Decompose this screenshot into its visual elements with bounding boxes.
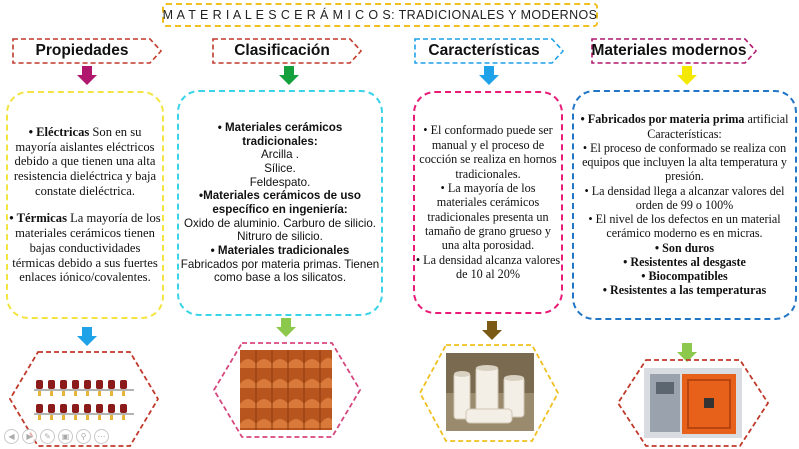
header-materiales-modernos [591, 38, 757, 64]
industrial-furnace-image [644, 368, 742, 438]
text-line: • Resistentes al desgaste [623, 254, 746, 269]
text-line: Nitruro de silicio. [237, 230, 323, 244]
edit-icon[interactable]: ▣ [58, 429, 73, 444]
header-label: Clasificación [234, 42, 330, 59]
box-clasificacion [177, 90, 383, 316]
text-line: • Resistentes a las temperaturas [602, 283, 767, 298]
text-line: • Materiales tradicionales [210, 244, 350, 258]
more-icon[interactable]: ⋯ [94, 429, 109, 444]
header-label: Materiales modernos [591, 42, 747, 59]
zoom-icon[interactable]: ⚲ [76, 429, 91, 444]
box-materiales-modernos [572, 90, 797, 320]
text-line: Sílice. [264, 161, 296, 175]
text-line: Oxido de aluminio. Carburo de silicio. [183, 216, 377, 230]
clay-roof-tiles-image [240, 350, 332, 430]
text-line: Feldespato. [249, 175, 311, 189]
header-clasificacion [212, 38, 362, 64]
page-title: M A T E R I A L E S C E R Á M I C O S: TRADICIONALES Y MODERNOS [162, 3, 598, 27]
slide-nav [4, 429, 109, 444]
forward-icon[interactable]: ▶ [22, 429, 37, 444]
ceramic-capacitors-image [30, 370, 138, 428]
pen-icon[interactable]: ✎ [40, 429, 55, 444]
arrow-down-icon [482, 321, 502, 341]
text-line: Arcilla . [260, 148, 299, 162]
box-propiedades [6, 91, 164, 319]
arrow-down-icon [276, 318, 296, 338]
text-line: • Fabricados por materia prima artificial Características: [580, 112, 789, 141]
text-line: • Son duros [654, 240, 715, 255]
arrow-down-icon [279, 66, 299, 86]
text-line: • Materiales cerámicos tradicionales: [217, 120, 343, 148]
ceramic-tubes-image [446, 353, 534, 431]
text-line: Fabricados por materia primas. Tienen como base a los silicatos. [180, 257, 380, 285]
text-line: • La densidad alcanza valores de 10 al 20% [415, 252, 561, 282]
box-caracteristicas [413, 91, 563, 314]
arrow-down-icon [77, 327, 97, 347]
arrow-down-icon [677, 66, 697, 86]
back-icon[interactable]: ◀ [4, 429, 19, 444]
header-label: Propiedades [35, 42, 129, 59]
text-line: • Térmicas La mayoría de los materiales cerámicos tienen bajas conductividades térmicas debido a sus fuertes enlaces iónico/covalentes. [9, 211, 161, 285]
text-line: • Biocompatibles [641, 269, 728, 284]
text-line: • El nivel de los defectos en un material cerámico moderno es en micras. [588, 212, 781, 241]
header-propiedades [12, 38, 162, 64]
arrow-down-icon [479, 66, 499, 86]
arrow-down-icon [77, 66, 97, 86]
text-line: • El proceso de conformado se realiza con equipos que incluyen la alta temperatura y presión. [582, 140, 787, 184]
text-line: •Materiales cerámicos de uso específico en ingeniería: [199, 189, 361, 216]
header-caracteristicas [414, 38, 564, 64]
text-line: • El conformado puede ser manual y el proceso de cocción se realiza en hornos tradicionales. [419, 123, 557, 181]
text-line: • La mayoría de los materiales cerámicos tradicionales presenta un tamaño de grano grueso y una alta porosidad. [425, 180, 551, 253]
header-label: Características [428, 42, 540, 59]
text-line: • Eléctricas Son en su mayoría aislantes eléctricos debido a que tienen una alta resistencia dieléctrica y baja constate dieléctrica. [13, 124, 157, 199]
text-line: • La densidad llega a alcanzar valores del orden de 99 o 100% [584, 183, 785, 212]
